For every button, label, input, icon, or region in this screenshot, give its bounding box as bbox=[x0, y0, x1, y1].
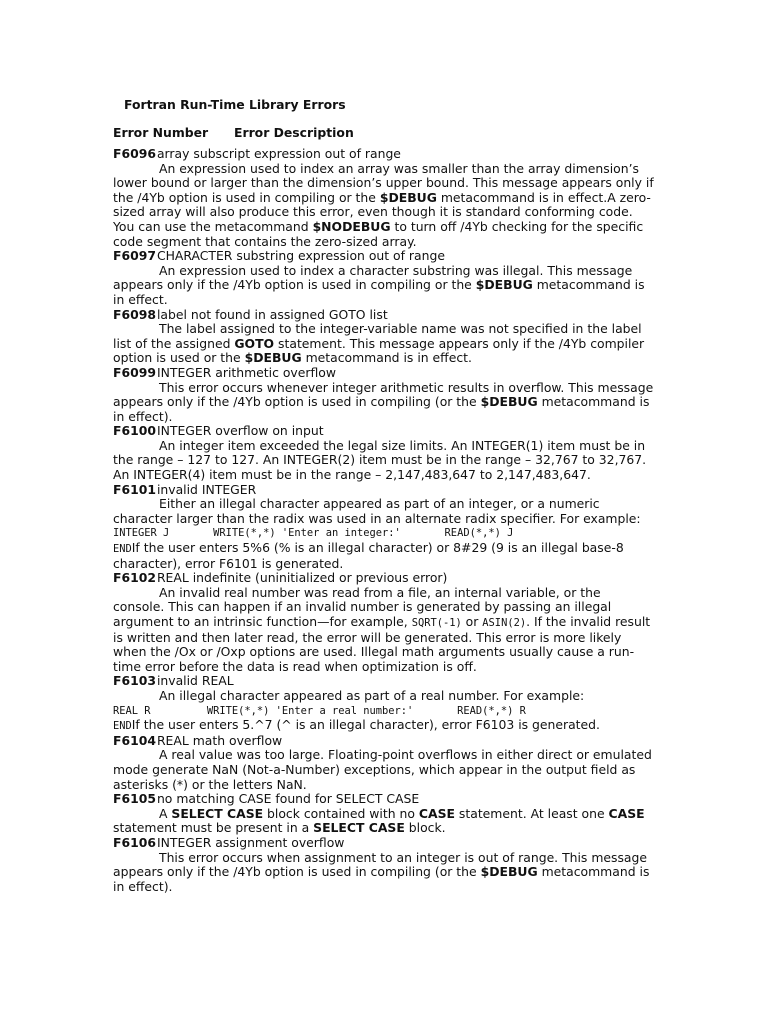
column-header-description: Error Description bbox=[234, 125, 354, 140]
error-summary: array subscript expression out of range bbox=[156, 146, 401, 161]
error-entry bbox=[113, 249, 655, 307]
error-code: F6103 bbox=[113, 673, 156, 689]
error-code: F6096 bbox=[113, 146, 156, 161]
error-summary: CHARACTER substring expression out of range bbox=[156, 248, 445, 264]
error-summary: invalid INTEGER bbox=[156, 481, 257, 497]
error-description: Either an illegal character appeared as part of an integer, or a numeric character larger than the radix was used in an alternate radix specifier. For example: bbox=[113, 496, 641, 526]
error-summary: REAL indefinite (uninitialized or previous error) bbox=[156, 570, 448, 586]
error-code: F6104 bbox=[113, 732, 156, 748]
column-header-number: Error Number bbox=[113, 125, 209, 140]
code-example: REAL R WRITE(*,*) 'Enter a real number:' READ(*,*) R bbox=[113, 704, 526, 717]
error-description: A SELECT CASE block contained with no CASE statement. At least one CASE statement must be present in a SELECT CASE block. bbox=[113, 805, 645, 836]
error-code: F6099 bbox=[113, 364, 156, 380]
error-code: F6102 bbox=[113, 570, 156, 586]
error-description: This error occurs whenever integer arithmetic results in overflow. This message appears only if the /4Yb option is used in compiling (or the $DEBUG metacommand is in effect). bbox=[113, 379, 654, 424]
error-description: An expression used to index a character substring was illegal. This message appears only if the /4Yb option is used in compiling or the $DEBUG metacommand is in effect. bbox=[113, 262, 645, 307]
example-followup: ENDIf the user enters 5.^7 (^ is an illegal character), error F6103 is generated. bbox=[113, 717, 600, 733]
error-description: An illegal character appeared as part of a real number. For example: bbox=[159, 687, 585, 703]
inline-code: SQRT(-1) bbox=[411, 617, 462, 629]
error-entry bbox=[113, 836, 655, 894]
error-list bbox=[113, 147, 655, 894]
error-summary: REAL math overflow bbox=[156, 732, 283, 748]
error-description: An invalid real number was read from a file, an internal variable, or the console. This can happen if an invalid number is generated by passing an illegal argument to an intrinsic function—for example, SQRT(-1) or ASIN(2). If the invalid result is written and then later read, the error will be generated. This error is more likely when the /Ox or /Oxp options are used. Illegal math arguments usually cause a run-time error before the data is read when optimization is off. bbox=[113, 584, 651, 674]
error-entry bbox=[113, 366, 655, 424]
error-description: A real value was too large. Floating-point overflows in either direct or emulated mode generate NaN (Not-a-Number) exceptions, which appear in the output field as asterisks (*) or the letters NaN. bbox=[113, 747, 652, 792]
error-entry bbox=[113, 424, 655, 482]
inline-code: ASIN(2) bbox=[482, 617, 527, 629]
error-entry bbox=[113, 483, 655, 572]
error-summary: label not found in assigned GOTO list bbox=[156, 306, 388, 322]
error-summary: no matching CASE found for SELECT CASE bbox=[156, 791, 420, 807]
error-description: This error occurs when assignment to an integer is out of range. This message appears only if the /4Yb option is used in compiling (or the $DEBUG metacommand is in effect). bbox=[113, 849, 650, 894]
code-example: INTEGER J WRITE(*,*) 'Enter an integer:' READ(*,*) J bbox=[113, 527, 514, 540]
error-code: F6098 bbox=[113, 306, 156, 322]
code-example-end: END bbox=[113, 720, 132, 733]
example-followup: ENDIf the user enters 5%6 (% is an illegal character) or 8#29 (9 is an illegal base-8 character), error F6101 is generated. bbox=[113, 540, 624, 571]
error-description: An expression used to index an array was smaller than the array dimension’s lower bound or larger than the dimension’s upper bound. This message appears only if the /4Yb option is used in compiling or the $DEBUG metacommand is in effect.A zero-sized array will also produce this error, even though it is standard conforming code. You can use the metacommand $NODEBUG to turn off /4Yb checking for the specific code segment that contains the zero-sized array. bbox=[113, 160, 654, 249]
error-entry bbox=[113, 308, 655, 366]
error-description: An integer item exceeded the legal size limits. An INTEGER(1) item must be in the range – 127 to 127. An INTEGER(2) item must be in the range – 32,767 to 32,767. An INTEGER(4) item must be in the range – 2,147,483,647 to 2,147,483,647. bbox=[113, 437, 647, 483]
error-code: F6097 bbox=[113, 248, 156, 264]
column-headers bbox=[113, 125, 354, 141]
error-code: F6106 bbox=[113, 834, 156, 850]
code-example-end: END bbox=[113, 543, 132, 556]
error-summary: INTEGER arithmetic overflow bbox=[156, 364, 336, 380]
error-code: F6100 bbox=[113, 423, 156, 439]
error-summary: INTEGER assignment overflow bbox=[156, 834, 345, 850]
error-summary: INTEGER overflow on input bbox=[156, 423, 324, 439]
error-entry bbox=[113, 147, 655, 249]
error-entry bbox=[113, 734, 655, 792]
error-code: F6101 bbox=[113, 481, 156, 497]
error-summary: invalid REAL bbox=[156, 673, 234, 689]
error-code: F6105 bbox=[113, 791, 156, 807]
error-description: The label assigned to the integer-variable name was not specified in the label list of the assigned GOTO statement. This message appears only if the /4Yb compiler option is used or the $DEBUG metacommand is in effect. bbox=[113, 321, 645, 366]
error-entry bbox=[113, 571, 655, 674]
error-entry bbox=[113, 792, 655, 836]
document-title: Fortran Run-Time Library Errors bbox=[124, 97, 346, 112]
error-entry bbox=[113, 674, 655, 733]
